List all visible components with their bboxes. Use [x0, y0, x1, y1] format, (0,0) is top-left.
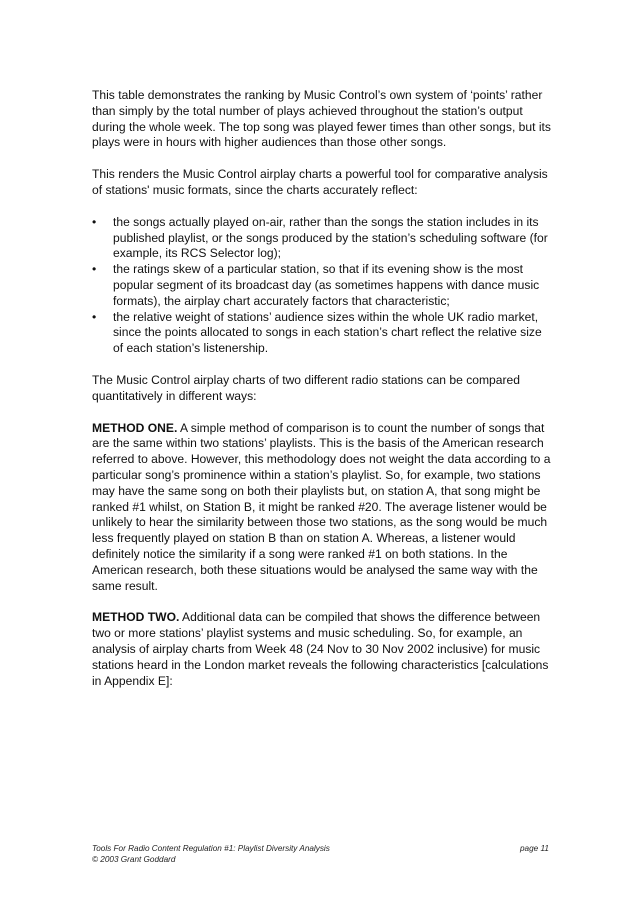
footer-copyright: © 2003 Grant Goddard	[92, 855, 176, 864]
page-number: page 11	[520, 844, 549, 853]
bullet-icon: •	[92, 262, 97, 277]
bullet-icon: •	[92, 214, 97, 229]
paragraph-powerful-tool: This renders the Music Control airplay charts a powerful tool for comparative analysis of stations' music formats, since the charts accurately reflect:	[92, 167, 548, 197]
bullet-list	[92, 215, 552, 357]
bullet-text: the relative weight of stations’ audience sizes within the whole UK radio market, since the points allocated to songs in each station’s chart reflect the relative size of each station’s listenership.	[113, 309, 542, 356]
paragraph-points-ranking: This table demonstrates the ranking by Music Control’s own system of ‘points’ rather than simply by the total number of plays achieved throughout the station’s output during the whole week. The top song was played fewer times than other songs, but its plays were in hours with higher audiences than those other songs.	[92, 88, 551, 150]
bullet-text: the ratings skew of a particular station, so that if its evening show is the most popular segment of its broadcast day (as sometimes happens with dance music formats), the airplay chart accurately factors that characteristic;	[113, 262, 540, 308]
method-one-text: A simple method of comparison is to count the number of songs that are the same within two stations’ playlists. This is the basis of the American research referred to above. However, this methodology does not weight the data according to a particular song’s prominence within a station’s playlist. So, for example, two stations may have the same song on both their playlists but, on station A, that song might be ranked #1 whilst, on Station B, it might be ranked #20. The average listener would be unlikely to hear the similarity between those two stations, as the song would be much less frequently played on station B than on station A. Whereas, a listener would definitely notice the similarity if a song were ranked #1 on both stations. In the American research, both these situations would be analysed the same way with the same result.	[92, 420, 551, 593]
bullet-item	[92, 262, 552, 309]
bullet-item	[92, 215, 552, 262]
footer-title: Tools For Radio Content Regulation #1: Playlist Diversity Analysis	[92, 844, 330, 853]
bullet-text: the songs actually played on-air, rather than the songs the station includes in its published playlist, or the songs produced by the station’s scheduling software (for example, its RCS Selector log);	[113, 214, 548, 261]
page-footer	[92, 843, 549, 865]
paragraph-method-one	[92, 421, 552, 595]
document-body	[92, 88, 552, 689]
bullet-icon: •	[92, 309, 97, 324]
method-one-heading: METHOD ONE.	[92, 420, 178, 435]
method-two-text: Additional data can be compiled that shows the difference between two or more stations’ playlist systems and music scheduling. So, for example, an analysis of airplay charts from Week 48 (24 Nov to 30 Nov 2002 inclusive) for music stations heard in the London market reveals the following characteristics [calculations in Appendix E]:	[92, 610, 549, 688]
paragraph-comparison-intro: The Music Control airplay charts of two different radio stations can be compared quantitatively in different ways:	[92, 372, 520, 403]
bullet-item	[92, 310, 552, 357]
method-two-heading: METHOD TWO.	[92, 610, 180, 625]
paragraph-method-two	[92, 610, 552, 689]
